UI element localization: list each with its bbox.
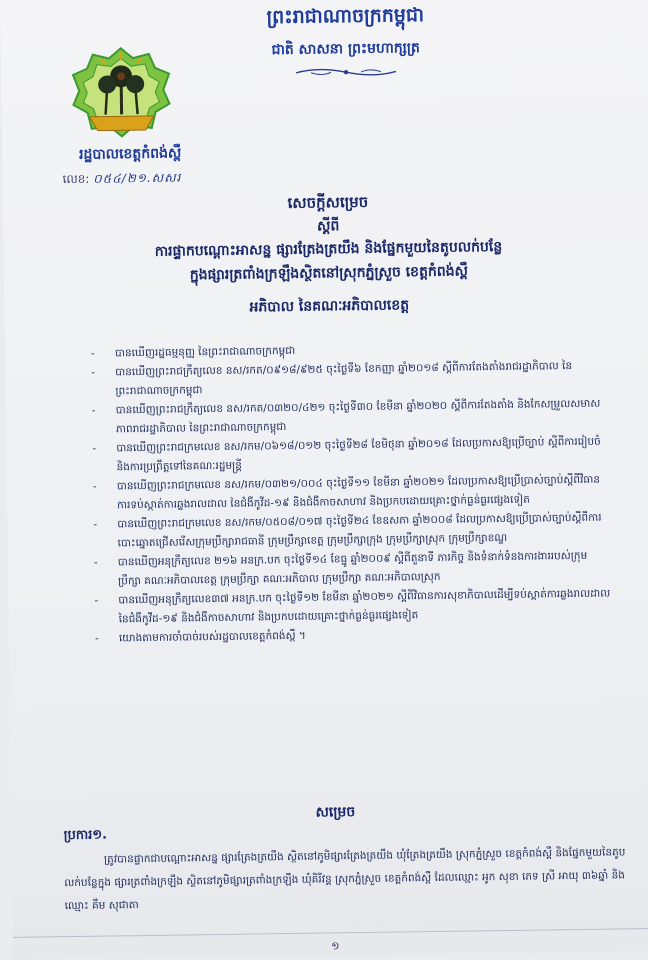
reference-number: ០៥៤/២១.សសរ — [93, 170, 182, 186]
reference-label: លេខ: — [62, 171, 90, 187]
kingdom-title: ព្រះរាជាណាចក្រកម្ពុជា — [266, 4, 425, 29]
recital-item: - បានឃើញព្រះរាជក្រមលេខ នស/រកម/០៣២១/០០៤ ចុះថ្ងៃទី១១ ខែមីនា ឆ្នាំ២០២១ ដែលប្រកាសឱ្យប្រើប្រាស់ច្បាប់ស្តីពីវិធានការទប់ស្កាត់ការឆ្លងរាលដាល នៃជំងឺកូវីដ-១៩ និងជំងឺកាចសាហាវ និងប្រកបដោយគ្រោះថ្នាក់ធ្ងន់ធ្ងរផ្សេងទៀត — [89, 471, 609, 516]
article-body: ត្រូវបានផ្ទាកជាបណ្តោះអាសន្ន ផ្សារត្រែងត្រយឹង ស្ថិតនៅភូមិផ្សារត្រែងត្រយឹង ឃុំត្រែងត្រយឹង ស្រុកភ្នំស្រួច ខេត្តកំពង់ស្ពឺ និងផ្នែកមួយនៃតូបលក់បន្លែក្នុង ផ្សារត្រពាំងក្រឡឹង ស្ថិតនៅភូមិផ្សារត្រពាំងក្រឡឹង ឃុំគិរីវន្ត ស្រុកភ្នំស្រួច ខេត្តកំពង់ស្ពឺ ដែលឈ្មោះ អូក សុខា ភេទ ស្រី អាយុ ៣៦ឆ្នាំ និង ឈ្មោះ គឹម សុជាតា — [64, 846, 626, 913]
recital-item: - បានឃើញរដ្ឋធម្មនុញ្ញ នៃព្រះរាជាណាចក្រកម្ពុជា — [87, 338, 607, 364]
subject-line-1: ការផ្ទាកបណ្តោះអាសន្ន ផ្សារត្រែងត្រយឹង និងផ្នែកមួយនៃតូបលក់បន្លែ — [154, 239, 503, 260]
recital-item: - យោងតាមការចាំបាច់របស់រដ្ឋបាលខេត្តកំពង់ស្ពឺ ។ — [91, 623, 611, 649]
page-fold-divider — [13, 928, 648, 938]
recital-item: - បានឃើញព្រះរាជក្រមលេខ នស/រកម/០៦១៨/០១២ ចុះថ្ងៃទី២៨ ខែមិថុនា ឆ្នាំ២០១៨ ដែលប្រកាសឱ្យប្រើច្បាប់ ស្តីពីការរៀបចំ និងការប្រព្រឹត្តទៅនៃគណៈរដ្ឋមន្ត្រី — [88, 433, 608, 478]
issuing-office: រដ្ឋបាលខេត្តកំពង់ស្ពឺ — [78, 145, 182, 163]
decision-title: សេចក្តីសម្រេច — [287, 192, 369, 213]
about-label: ស្តីពី — [316, 218, 340, 235]
kingdom-header — [180, 0, 511, 81]
recital-item: - បានឃើញអនុក្រឹត្យលេខ៣៧ អនក្រ.បក ចុះថ្ងៃទី១២ ខែមីនា ឆ្នាំ២០២១ ស្តីពីវិធានការសុខាភិបាលដើម្បីទប់ស្កាត់ការឆ្លងរាលដាល នៃជំងឺកូវីដ-១៩ និងជំងឺកាចសាហាវ និងប្រកបដោយគ្រោះថ្នាក់ធ្ងន់ធ្ងរផ្សេងទៀត — [90, 585, 610, 630]
recital-item: - បានឃើញព្រះរាជក្រឹត្យលេខ នស/រកត/០៩១៨/៩២៥ ចុះថ្ងៃទី៦ ខែកញ្ញា ឆ្នាំ២០១៨ ស្តីពីការតែងតាំងរាជរដ្ឋាភិបាល នៃព្រះរាជាណាចក្រកម្ពុជា — [87, 357, 607, 402]
document-titles — [33, 185, 625, 325]
provincial-emblem-icon — [71, 46, 172, 139]
recital-item: - បានឃើញព្រះរាជក្រមលេខ នស/រកម/០៥០៨/០១៧ ចុះថ្ងៃទី២៤ ខែឧសភា ឆ្នាំ២០០៨ ដែលប្រកាសឱ្យប្រើប្រាស់ច្បាប់ស្តីពីការបោះឆ្នោតជ្រើសរើសក្រុមប្រឹក្សារាជធានី ក្រុមប្រឹក្សាខេត្ត ក្រុមប្រឹក្សាក្រុង ក្រុមប្រឹក្សាស្រុក ក្រុមប្រឹក្សាខណ្ឌ — [89, 509, 609, 554]
recital-item: - បានឃើញអនុក្រឹត្យលេខ ២១៦ អនក្រ.បក ចុះថ្ងៃទី១៤ ខែធ្នូ ឆ្នាំ២០០៩ ស្តីពីតួនាទី ភារកិច្ច និងទំនាក់ទំនងការងាររបស់ក្រុមប្រឹក្សា គណៈអភិបាលខេត្ត ក្រុមប្រឹក្សា គណៈអភិបាល ក្រុមប្រឹក្សា គណៈអភិបាលស្រុក — [90, 547, 610, 592]
reference-line — [62, 169, 181, 189]
ornament-divider-icon — [291, 64, 401, 80]
subject-line-2: ក្នុងផ្សារត្រពាំងក្រឡឹងស្ថិតនៅស្រុកភ្នំស្រួច ខេត្តកំពង់ស្ពឺ — [189, 263, 468, 284]
page-number: ១ — [331, 939, 340, 953]
recitals-list — [87, 338, 611, 649]
article-label — [64, 827, 108, 847]
authority-heading: អភិបាល នៃគណៈអភិបាលខេត្ត — [249, 297, 410, 316]
recital-item: - បានឃើញព្រះរាជក្រឹត្យលេខ នស/រកត/០៣២០/៤២១ ចុះថ្ងៃទី៣០ ខែមីនា ឆ្នាំ២០២០ ស្តីពីការតែងតាំង និងកែសម្រួលសមាសភាពរាជរដ្ឋាភិបាល នៃព្រះរាជាណាចក្រកម្ពុជា — [88, 395, 608, 440]
article-number: ប្រការ១. — [63, 827, 108, 844]
decision-heading: សម្រេច — [315, 804, 356, 821]
national-motto: ជាតិ សាសនា ព្រះមហាក្សត្រ — [271, 40, 421, 59]
